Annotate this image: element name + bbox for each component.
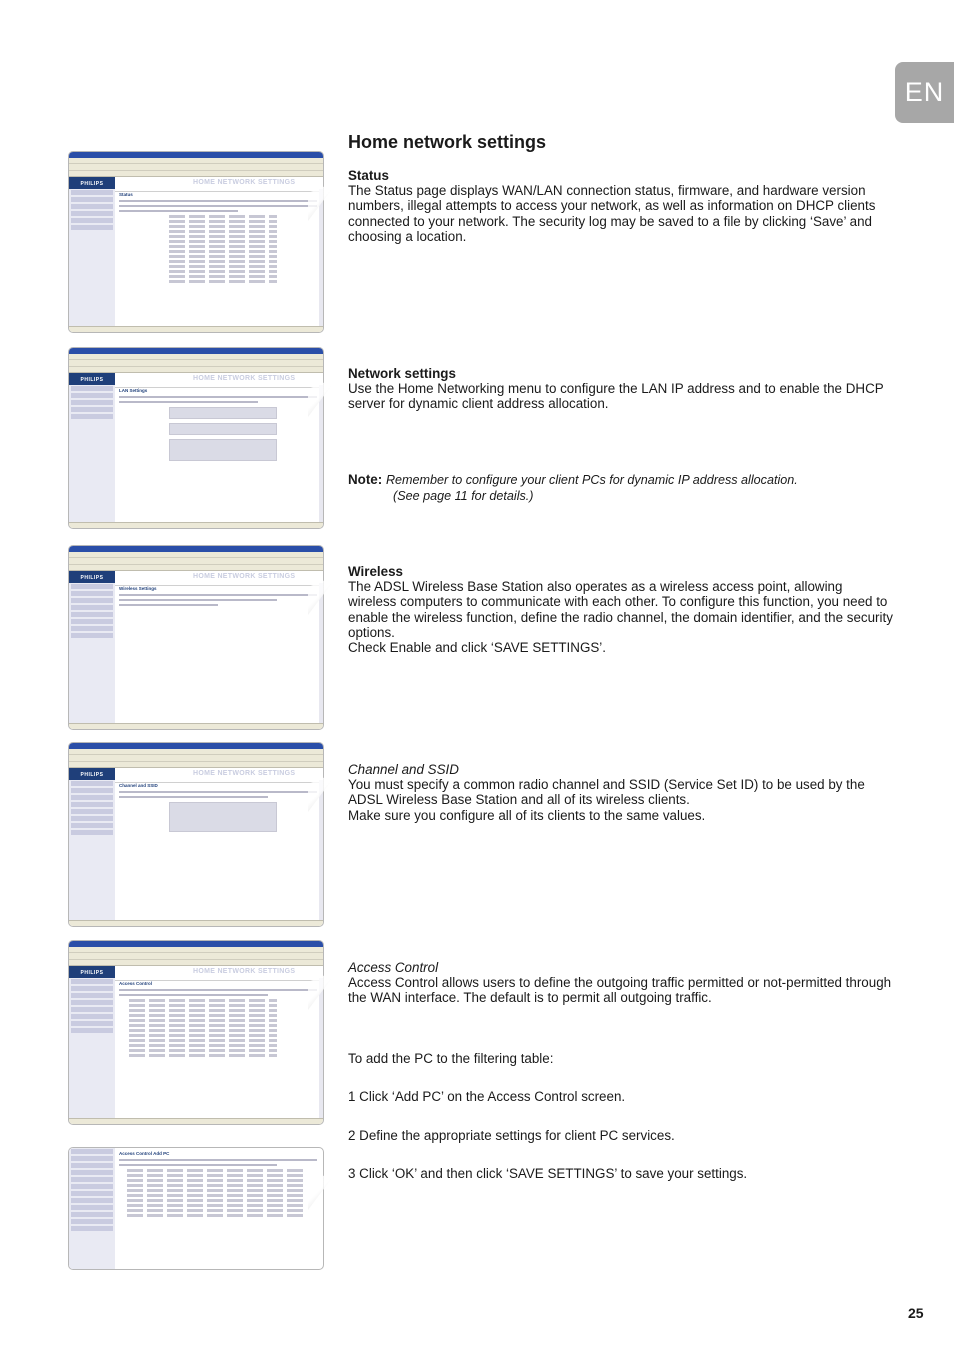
network-settings-body: Use the Home Networking menu to configure the LAN IP address and to enable the DHCP server for dynamic client address allocation. [348,381,884,412]
philips-logo: PHILIPS [69,373,115,387]
channel-ssid-body: You must specify a common radio channel and SSID (Service Set ID) to be used by the ADSL Wireless Base Station and all of its wireless clients. [348,777,865,808]
philips-logo: PHILIPS [69,177,115,191]
channel-ssid-body2: Make sure you configure all of its clients to the same values. [348,807,706,823]
wireless-section [348,564,893,655]
screen-title: Access Control Add PC [119,1151,170,1156]
page-title: Home network settings [348,132,547,152]
wireless-body2: Check Enable and click ‘SAVE SETTINGS’. [348,640,606,656]
language-tab: EN [895,62,954,123]
status-section [348,168,893,244]
philips-logo: PHILIPS [69,768,115,782]
step-3: 3 Click ‘OK’ and then click ‘SAVE SETTINGS’ to save your settings. [348,1166,748,1181]
note [348,472,893,504]
wireless-settings-screenshot [68,545,324,730]
lan-settings-screenshot [68,347,324,529]
banner-title: HOME NETWORK SETTINGS [193,375,296,382]
philips-logo: PHILIPS [69,966,115,980]
page-number: 25 [908,1305,924,1321]
screen-title: Channel and SSID [119,783,158,788]
network-settings-heading: Network settings [348,366,456,381]
banner-title: HOME NETWORK SETTINGS [193,770,296,777]
channel-ssid-screenshot [68,742,324,927]
channel-ssid-section [348,762,893,823]
status-heading: Status [348,168,389,183]
banner-title: HOME NETWORK SETTINGS [193,179,296,186]
network-settings-section [348,366,893,412]
philips-logo: PHILIPS [69,571,115,585]
step-2: 2 Define the appropriate settings for client PC services. [348,1128,675,1143]
access-control-screenshot [68,940,324,1125]
note-label: Note: [348,472,383,487]
status-body: The Status page displays WAN/LAN connection status, firmware, and hardware version numbers, illegal attempts to access your network, as well as information on DHCP clients connected to your network. The security log may be saved to a file by clicking ‘Save’ and choosing a location. [348,183,876,244]
status-screenshot [68,151,324,333]
filter-intro: To add the PC to the filtering table: [348,1051,554,1066]
banner-title: HOME NETWORK SETTINGS [193,573,296,580]
access-control-body: Access Control allows users to define the outgoing traffic permitted or not-permitted through the WAN interface. The default is to permit all outgoing traffic. [348,975,892,1006]
access-control-add-pc-screenshot [68,1147,324,1270]
screen-title: Status [119,192,133,197]
screen-title: Wireless Settings [119,586,157,591]
note-line1: Remember to configure your client PCs for dynamic IP address allocation. [385,473,798,487]
banner-title: HOME NETWORK SETTINGS [193,968,296,975]
channel-ssid-heading: Channel and SSID [348,762,459,777]
screen-title: Access Control [119,981,153,986]
access-control-section [348,960,893,1006]
step-1: 1 Click ‘Add PC’ on the Access Control screen. [348,1089,626,1104]
note-line2: (See page 11 for details.) [393,489,534,503]
screen-title: LAN Settings [119,388,148,393]
wireless-body: The ADSL Wireless Base Station also operates as a wireless access point, allowing wireless computers to communicate with each other. To configure this function, you need to enable the wireless function, define the radio channel, the domain identifier, and the security options. [348,579,893,640]
wireless-heading: Wireless [348,564,403,579]
access-control-heading: Access Control [348,960,439,975]
